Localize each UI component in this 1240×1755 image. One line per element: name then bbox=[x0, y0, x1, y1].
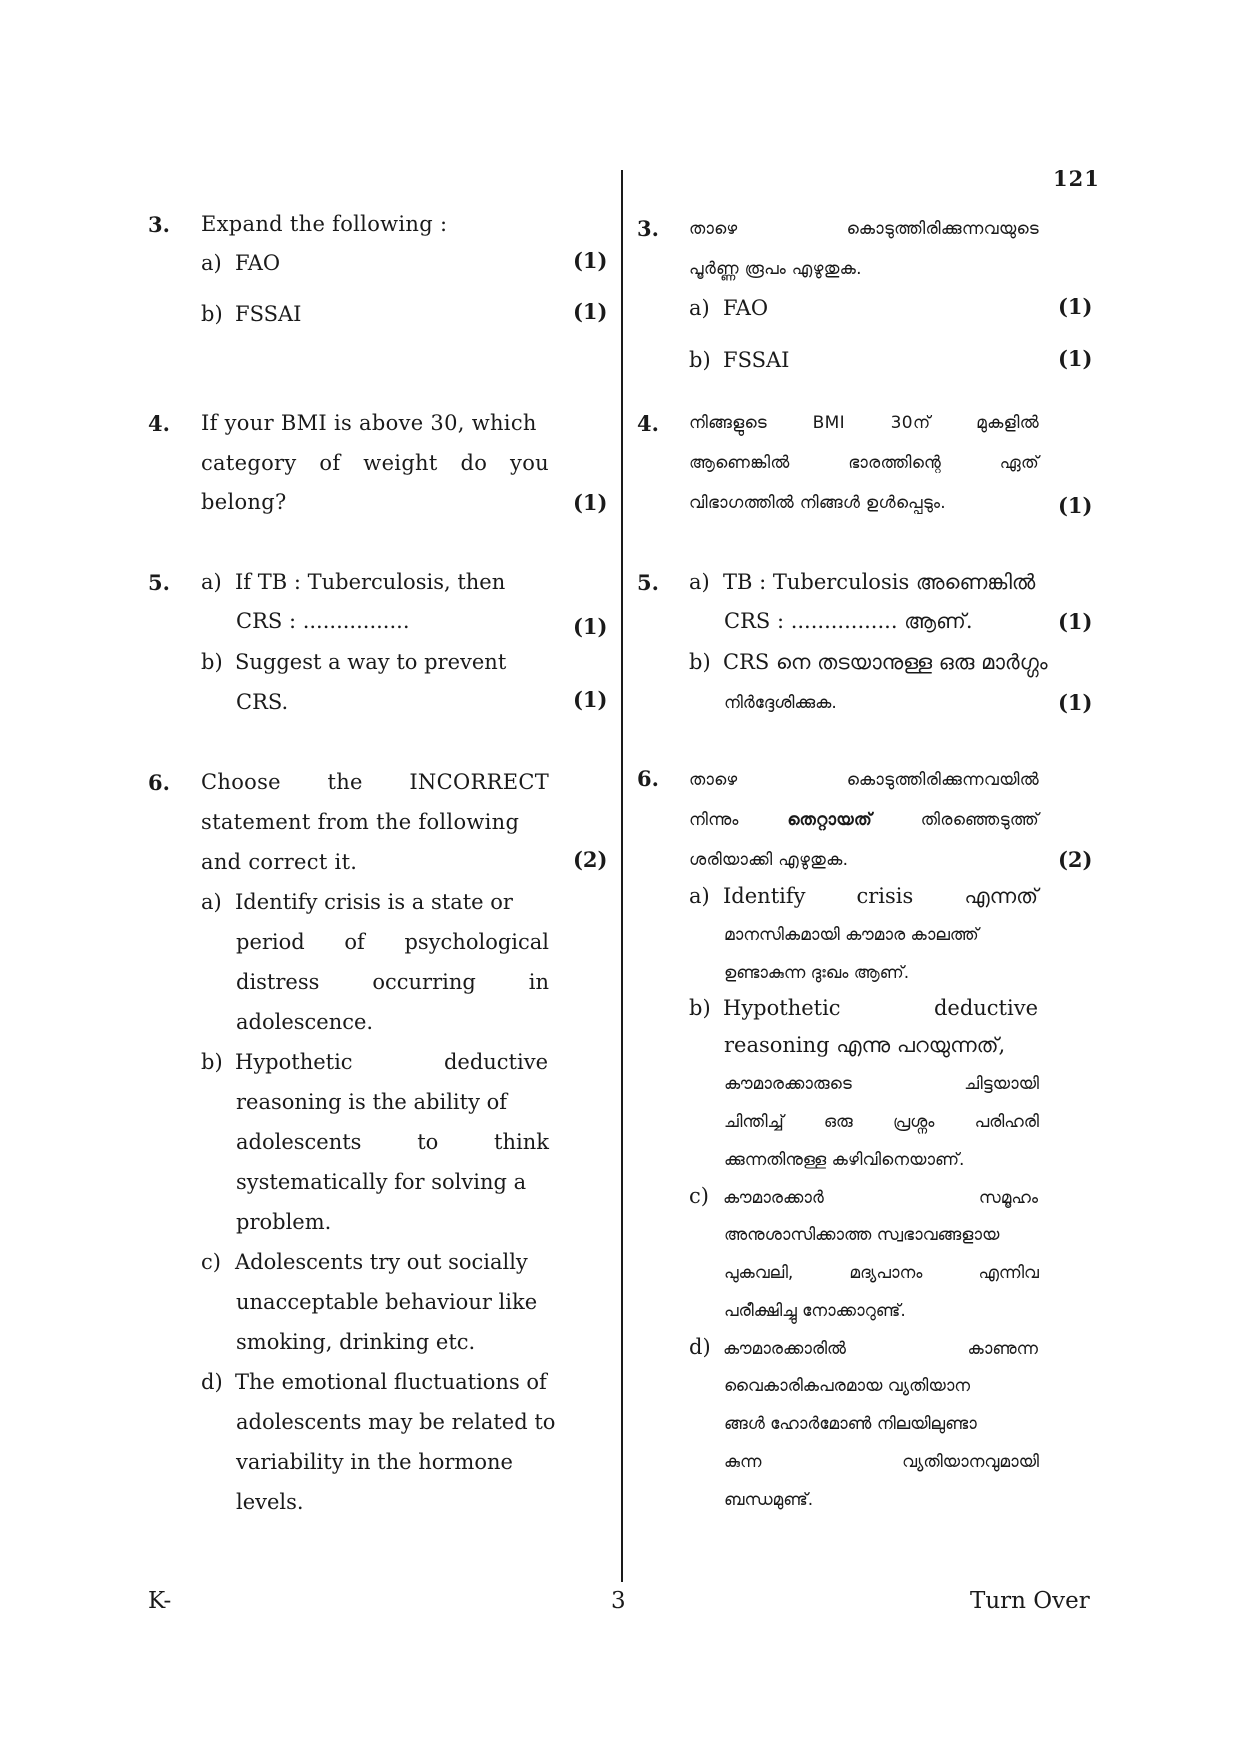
marks: (1) bbox=[1058, 294, 1093, 319]
option-text-cont: CRS. bbox=[236, 690, 289, 714]
stem-text: തിരഞ്ഞെടുത്ത് bbox=[920, 810, 1039, 830]
option-label: a) bbox=[201, 251, 222, 275]
option-text-cont: കുന്ന വ്യതിയാനവുമായി bbox=[724, 1452, 1039, 1472]
option-label: b) bbox=[689, 996, 711, 1020]
column-divider bbox=[621, 170, 623, 1582]
question-line: ശരിയാക്കി എഴുതുക. bbox=[689, 850, 849, 870]
option-text-cont: adolescence. bbox=[236, 1010, 374, 1034]
stem-text: നിന്നും bbox=[689, 810, 739, 830]
option-label: b) bbox=[689, 650, 711, 674]
question-number: 3. bbox=[637, 216, 659, 241]
question-number: 4. bbox=[637, 411, 659, 436]
stem-emphasis: തെറ്റായത് bbox=[787, 810, 873, 830]
option-text-cont: systematically for solving a bbox=[236, 1170, 527, 1194]
question-line: category of weight do you bbox=[201, 451, 549, 475]
option-a bbox=[689, 884, 1038, 909]
option-a bbox=[689, 296, 768, 320]
marks: (1) bbox=[573, 490, 608, 515]
option-label: b) bbox=[201, 302, 223, 326]
marks: (2) bbox=[1058, 847, 1093, 872]
marks: (1) bbox=[1058, 493, 1093, 518]
option-text: FAO bbox=[723, 296, 769, 320]
option-text: TB : Tuberculosis അണെങ്കിൽ bbox=[723, 570, 1036, 594]
option-label: a) bbox=[201, 890, 222, 914]
option-text-cont: CRS : ................ ആണ്. bbox=[724, 609, 973, 633]
question-stem: Expand the following : bbox=[201, 212, 448, 236]
question-number: 3. bbox=[148, 212, 170, 237]
question-line: പൂർണ്ണ രൂപം എഴുതുക. bbox=[689, 259, 862, 279]
option-text-cont: ബന്ധമുണ്ട്. bbox=[724, 1490, 814, 1510]
option-text: Hypothetic deductive bbox=[235, 1050, 548, 1074]
question-line: താഴെ കൊടുത്തിരിക്കുന്നവയുടെ bbox=[689, 219, 1039, 239]
marks: (1) bbox=[573, 687, 608, 712]
option-a bbox=[689, 570, 1035, 595]
option-text-cont: levels. bbox=[236, 1490, 304, 1514]
option-text-cont: smoking, drinking etc. bbox=[236, 1330, 476, 1354]
question-line: താഴെ കൊടുത്തിരിക്കുന്നവയിൽ bbox=[689, 770, 1039, 790]
option-label: a) bbox=[689, 884, 710, 908]
marks: (1) bbox=[573, 248, 608, 273]
option-text-cont: കൗമാരക്കാരുടെ ചിട്ടയായി bbox=[724, 1074, 1039, 1094]
question-number: 6. bbox=[637, 766, 659, 791]
turn-over-label: Turn Over bbox=[970, 1588, 1090, 1614]
option-label: a) bbox=[689, 296, 710, 320]
option-c bbox=[689, 1184, 1038, 1208]
page-code: 121 bbox=[1053, 166, 1100, 191]
option-text-cont: ക്കുന്നതിനുള്ള കഴിവിനെയാണ്. bbox=[724, 1150, 965, 1170]
page-number: 3 bbox=[611, 1588, 626, 1614]
question-line: ആണെങ്കിൽ ഭാരത്തിന്റെ ഏത് bbox=[689, 453, 1039, 473]
option-text-cont: മാനസികമായി കൗമാര കാലത്ത് bbox=[724, 925, 979, 945]
option-d bbox=[689, 1335, 1038, 1359]
option-text: കൗമാരക്കാരിൽ കാണുന്ന bbox=[723, 1339, 1038, 1359]
option-label: b) bbox=[689, 348, 711, 372]
option-label: d) bbox=[689, 1335, 711, 1359]
question-line: വിഭാഗത്തിൽ നിങ്ങൾ ഉൾപ്പെടും. bbox=[689, 493, 946, 513]
option-b bbox=[689, 996, 1038, 1020]
option-text: The emotional fluctuations of bbox=[235, 1370, 547, 1394]
question-line: നിങ്ങളുടെ BMI 30ന് മുകളിൽ bbox=[689, 413, 1039, 433]
marks: (2) bbox=[573, 847, 608, 872]
option-text-cont: അനുശാസിക്കാത്ത സ്വഭാവങ്ങളായ bbox=[724, 1225, 1000, 1245]
option-text-cont: CRS : ................ bbox=[236, 609, 410, 633]
option-text-cont: reasoning എന്നു പറയുന്നത്, bbox=[724, 1033, 1006, 1057]
option-text: Adolescents try out socially bbox=[235, 1250, 528, 1274]
option-text-cont: unacceptable behaviour like bbox=[236, 1290, 538, 1314]
option-text-cont: variability in the hormone bbox=[236, 1450, 513, 1474]
question-line: belong? bbox=[201, 490, 287, 514]
option-text: If TB : Tuberculosis, then bbox=[235, 570, 506, 594]
option-text-cont: പുകവലി, മദ്യപാനം എന്നിവ bbox=[724, 1263, 1039, 1283]
question-line: Choose the INCORRECT bbox=[201, 770, 549, 794]
option-text-cont: നിർദ്ദേശിക്കുക. bbox=[724, 693, 837, 713]
option-label: d) bbox=[201, 1370, 223, 1394]
question-number: 6. bbox=[148, 770, 170, 795]
option-label: b) bbox=[201, 650, 223, 674]
option-b bbox=[201, 650, 506, 674]
option-text: FSSAI bbox=[723, 348, 790, 372]
option-text: Identify crisis എന്നത് bbox=[723, 884, 1038, 908]
option-label: c) bbox=[201, 1250, 221, 1274]
option-text: Suggest a way to prevent bbox=[235, 650, 507, 674]
option-label: b) bbox=[201, 1050, 223, 1074]
option-text-cont: വൈകാരികപരമായ വ്യതിയാന bbox=[724, 1376, 971, 1396]
option-b bbox=[201, 302, 301, 326]
option-text: കൗമാരക്കാർ സമൂഹം bbox=[723, 1188, 1038, 1208]
option-text: Identify crisis is a state or bbox=[235, 890, 513, 914]
option-d bbox=[201, 1370, 547, 1394]
option-text-cont: problem. bbox=[236, 1210, 332, 1234]
option-a bbox=[201, 890, 513, 914]
option-text-cont: ഉണ്ടാകുന്ന ദുഃഖം ആണ്. bbox=[724, 963, 910, 983]
option-c bbox=[201, 1250, 528, 1274]
question-line bbox=[689, 810, 1039, 830]
option-text-cont: ങ്ങൾ ഹോർമോൺ നിലയിലുണ്ടാ bbox=[724, 1414, 977, 1434]
option-text-cont: പരീക്ഷിച്ചു നോക്കാറുണ്ട്. bbox=[724, 1301, 906, 1321]
option-text-cont: ചിന്തിച്ച് ഒരു പ്രശ്നം പരിഹരി bbox=[724, 1112, 1039, 1132]
footer-code: K- bbox=[148, 1588, 172, 1614]
option-text-cont: adolescents may be related to bbox=[236, 1410, 556, 1434]
option-text-cont: reasoning is the ability of bbox=[236, 1090, 508, 1114]
option-text: Hypothetic deductive bbox=[723, 996, 1038, 1020]
question-number: 5. bbox=[637, 570, 659, 595]
question-line: and correct it. bbox=[201, 850, 358, 874]
option-text-cont: adolescents to think bbox=[236, 1130, 549, 1154]
question-line: statement from the following bbox=[201, 810, 520, 834]
option-label: a) bbox=[689, 570, 710, 594]
marks: (1) bbox=[1058, 690, 1093, 715]
option-b bbox=[201, 1050, 548, 1074]
option-b bbox=[689, 348, 789, 372]
option-text-cont: distress occurring in bbox=[236, 970, 549, 994]
option-label: c) bbox=[689, 1184, 709, 1208]
marks: (1) bbox=[1058, 609, 1093, 634]
question-number: 4. bbox=[148, 411, 170, 436]
option-label: a) bbox=[201, 570, 222, 594]
option-text: FSSAI bbox=[235, 302, 302, 326]
option-text-cont: period of psychological bbox=[236, 930, 549, 954]
option-text: FAO bbox=[235, 251, 281, 275]
option-b bbox=[689, 650, 1048, 675]
question-line: If your BMI is above 30, which bbox=[201, 411, 537, 435]
option-a bbox=[201, 570, 505, 594]
marks: (1) bbox=[573, 299, 608, 324]
question-number: 5. bbox=[148, 570, 170, 595]
option-a bbox=[201, 251, 280, 275]
option-text: CRS നെ തടയാനുള്ള ഒരു മാർഗ്ഗം bbox=[723, 650, 1048, 674]
marks: (1) bbox=[1058, 346, 1093, 371]
marks: (1) bbox=[573, 614, 608, 639]
